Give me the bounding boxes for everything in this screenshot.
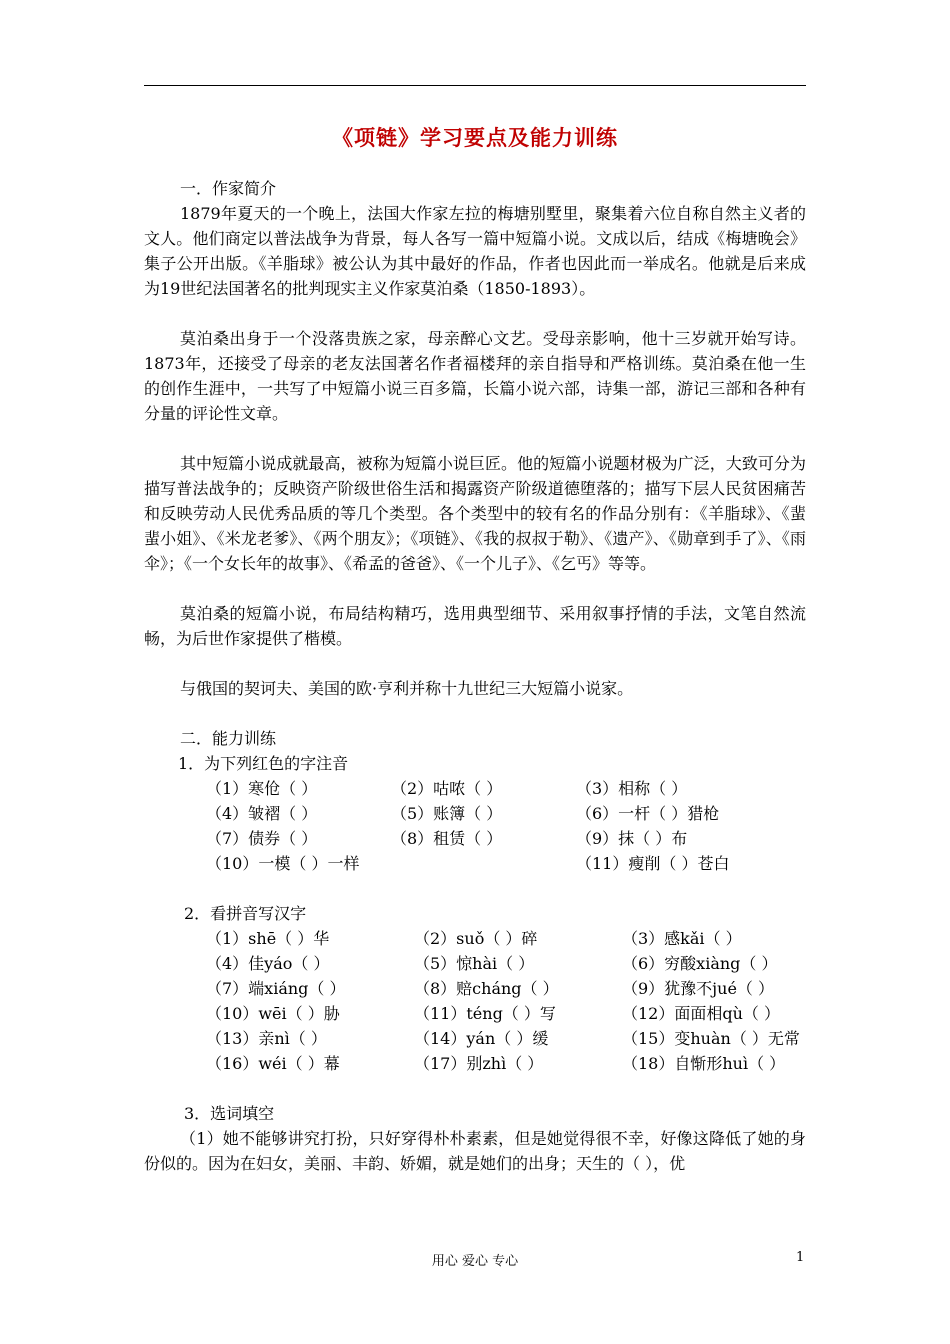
paragraph-2: 莫泊桑出身于一个没落贵族之家，母亲醉心文艺。受母亲影响，他十三岁就开始写诗。1873年，还接受了母亲的老友法国著名作者福楼拜的亲自指导和严格训练。莫泊桑在他一生的创作生涯中，一共写了中短篇小说三百多篇，长篇小说六部，诗集一部，游记三部和各种有分量的评论性文章。 bbox=[144, 329, 806, 423]
question1-grid bbox=[144, 776, 806, 876]
header-rule bbox=[144, 85, 806, 86]
footer-motto: 用心 爱心 专心 bbox=[431, 1254, 519, 1269]
question1-row bbox=[144, 776, 806, 801]
question1-item: （9）抹（ ）布 bbox=[576, 829, 688, 848]
document-title: 《项链》学习要点及能力训练 bbox=[332, 125, 618, 150]
question2-item: （9）犹豫不jué（ ） bbox=[622, 979, 775, 998]
paragraph-4: 莫泊桑的短篇小说，布局结构精巧，选用典型细节、采用叙事抒情的手法，文笔自然流畅，为后世作家提供了楷模。 bbox=[144, 604, 806, 648]
question2-item: （4）佳yáo（ ） bbox=[206, 954, 330, 973]
question2-row bbox=[144, 1051, 806, 1076]
question1-row bbox=[144, 851, 806, 876]
question2-item: （17）别zhì（ ） bbox=[414, 1054, 544, 1073]
question2-item: （6）穷酸xiàng（ ） bbox=[622, 954, 778, 973]
question2-item: （15）变huàn（ ）无常 bbox=[622, 1029, 800, 1048]
question2-item: （13）亲nì（ ） bbox=[206, 1029, 327, 1048]
question1-item: （10）一模（ ）一样 bbox=[206, 854, 360, 873]
paragraph-1: 1879年夏天的一个晚上，法国大作家左拉的梅塘别墅里，聚集着六位自称自然主义者的文人。他们商定以普法战争为背景，每人各写一篇中短篇小说。文成以后，结成《梅塘晚会》集子公开出版。《羊脂球》被公认为其中最好的作品，作者也因此而一举成名。他就是后来成为19世纪法国著名的批判现实主义作家莫泊桑（1850-1893）。 bbox=[144, 204, 806, 298]
question2-row bbox=[144, 951, 806, 976]
question1-item: （11）瘦削（ ）苍白 bbox=[576, 854, 730, 873]
question1-item bbox=[391, 851, 576, 876]
question1-item: （8）租赁（ ） bbox=[391, 829, 503, 848]
question2-item: （2）suǒ（ ）碎 bbox=[414, 929, 538, 948]
question2-item: （12）面面相qù（ ） bbox=[622, 1004, 780, 1023]
question2-row bbox=[144, 1026, 806, 1051]
section1-heading: 一．作家简介 bbox=[180, 179, 277, 198]
question3-title: 3．选词填空 bbox=[184, 1104, 275, 1123]
question1-item: （7）债券（ ） bbox=[206, 829, 318, 848]
question2-item: （7）端xiáng（ ） bbox=[206, 979, 346, 998]
question1-row bbox=[144, 826, 806, 851]
question2-item: （14）yán（ ）缓 bbox=[414, 1029, 549, 1048]
page-number: 1 bbox=[796, 1250, 805, 1265]
question2-item: （11）téng（ ）写 bbox=[414, 1004, 556, 1023]
question2-title: 2．看拼音写汉字 bbox=[184, 904, 307, 923]
question2-row bbox=[144, 1001, 806, 1026]
question1-item: （4）皱褶（ ） bbox=[206, 804, 318, 823]
question2-row bbox=[144, 976, 806, 1001]
question1-item: （1）寒伧（ ） bbox=[206, 779, 318, 798]
question2-item: （18）自惭形huì（ ） bbox=[622, 1054, 786, 1073]
question1-title: 1．为下列红色的字注音 bbox=[178, 754, 349, 773]
question1-row bbox=[144, 801, 806, 826]
question2-item: （10）wēi（ ）胁 bbox=[206, 1004, 340, 1023]
question2-item: （3）感kǎi（ ） bbox=[622, 929, 742, 948]
question1-item: （6）一杆（ ）猎枪 bbox=[576, 804, 720, 823]
question1-item: （3）相称（ ） bbox=[576, 779, 688, 798]
question2-item: （5）惊hài（ ） bbox=[414, 954, 535, 973]
question2-row bbox=[144, 926, 806, 951]
question1-item: （5）账簿（ ） bbox=[391, 804, 503, 823]
paragraph-5: 与俄国的契诃夫、美国的欧·亨利并称十九世纪三大短篇小说家。 bbox=[180, 679, 634, 698]
question2-item: （16）wéi（ ）幕 bbox=[206, 1054, 340, 1073]
section2-heading: 二．能力训练 bbox=[180, 729, 277, 748]
question1-item: （2）咕哝（ ） bbox=[391, 779, 503, 798]
document-body bbox=[144, 176, 806, 1176]
question2-grid bbox=[144, 926, 806, 1076]
question2-item: （1）shē（ ）华 bbox=[206, 929, 330, 948]
question3-text: （1）她不能够讲究打扮，只好穿得朴朴素素，但是她觉得很不幸，好像这降低了她的身份似的。因为在妇女，美丽、丰韵、娇媚，就是她们的出身；天生的（ ），优 bbox=[144, 1129, 806, 1173]
paragraph-3: 其中短篇小说成就最高，被称为短篇小说巨匠。他的短篇小说题材极为广泛，大致可分为描写普法战争的；反映资产阶级世俗生活和揭露资产阶级道德堕落的；描写下层人民贫困痛苦和反映劳动人民优秀品质的等几个类型。各个类型中的较有名的作品分别有：《羊脂球》、《蜚蜚小姐》、《米龙老爹》、《两个朋友》；《项链》、《我的叔叔于勒》、《遗产》、《勋章到手了》、《雨伞》；《一个女长年的故事》、《希孟的爸爸》、《一个儿子》、《乞丐》等等。 bbox=[144, 454, 806, 573]
question2-item: （8）赔cháng（ ） bbox=[414, 979, 559, 998]
